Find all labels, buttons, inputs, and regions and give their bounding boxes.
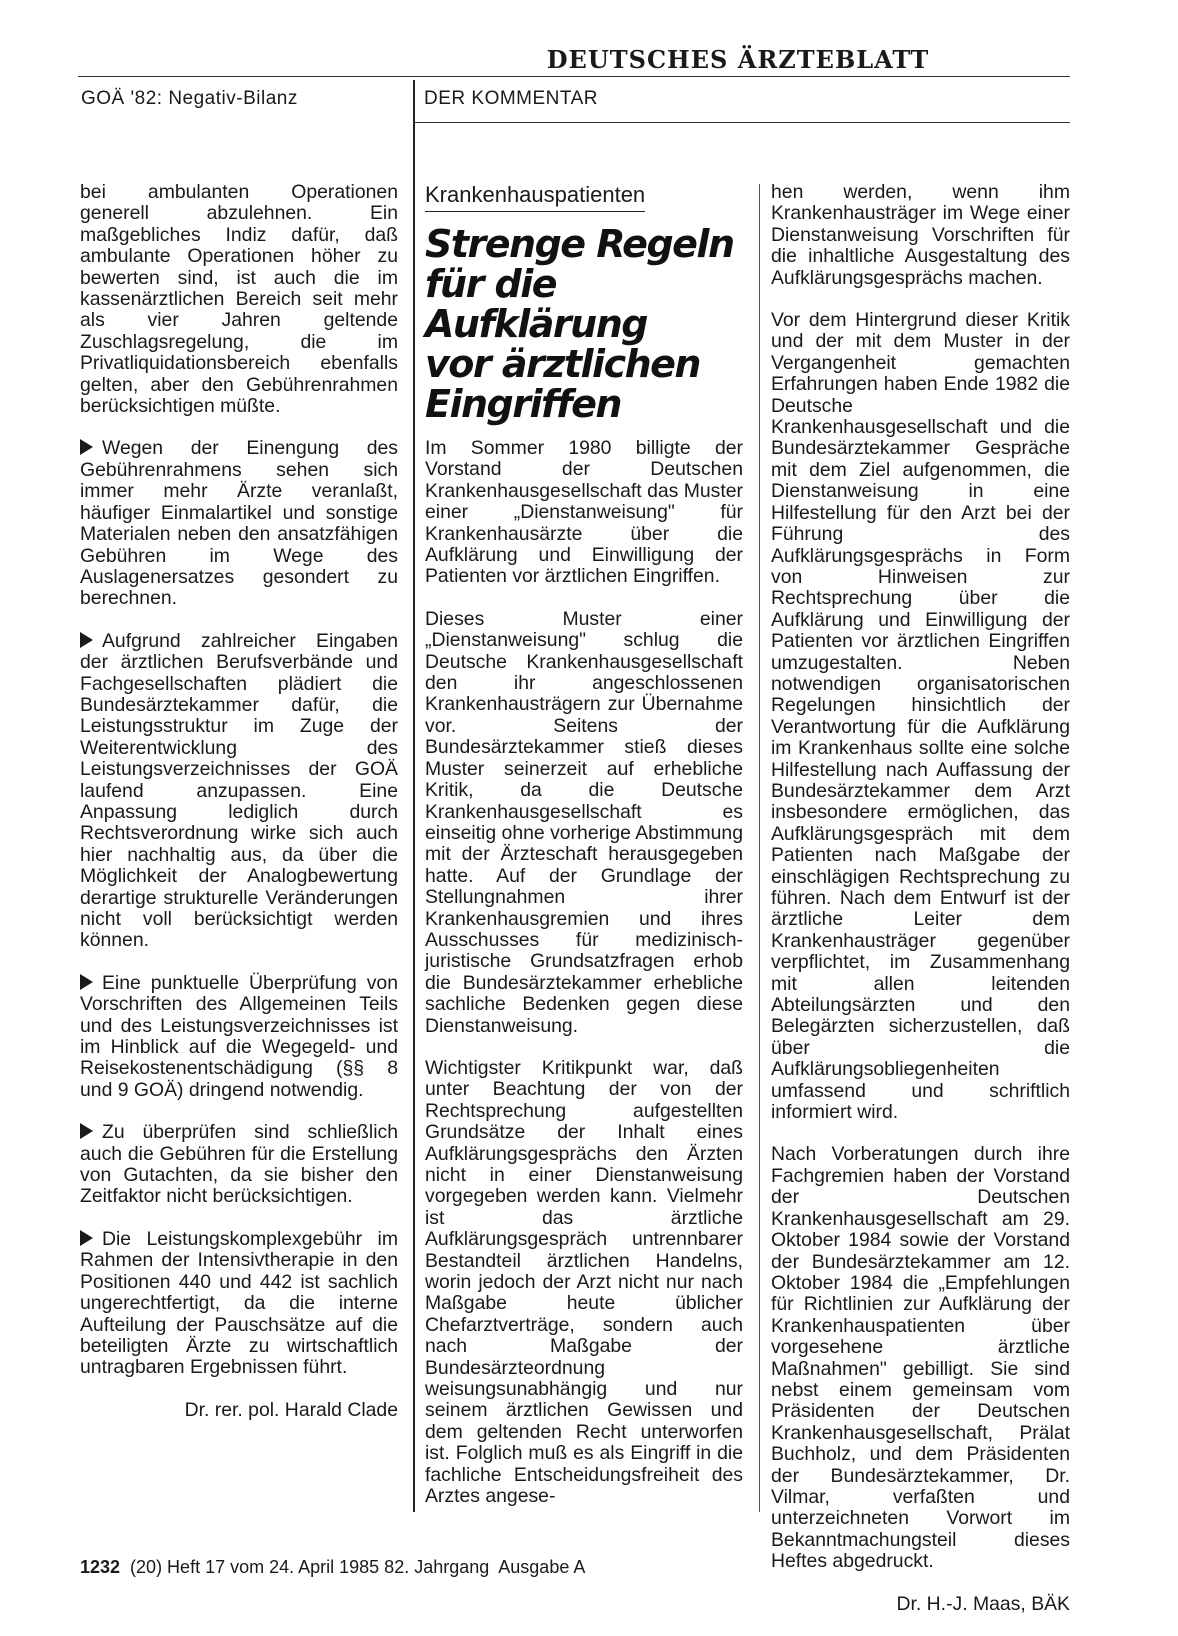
author-signature: Dr. rer. pol. Harald Clade bbox=[184, 1398, 398, 1421]
article-column-2 bbox=[771, 182, 1070, 1636]
triangle-bullet-icon bbox=[80, 1230, 93, 1246]
headline-line: Strenge Regeln bbox=[425, 222, 734, 266]
article-kicker: Krankenhauspatienten bbox=[425, 182, 645, 212]
bullet-paragraph: Zu überprüfen sind schließlich auch die Gebühren für die Erstellung von Gutachten, da sie bisher den Zeitfaktor nicht berücksichtigen. bbox=[80, 1121, 398, 1208]
paragraph: hen werden, wenn ihm Krankenhausträger im Wege einer Dienstanweisung Vorschriften für die inhaltliche Ausgestaltung des Aufklärungsgesprächs machen. bbox=[771, 181, 1070, 289]
bullet-paragraph: Wegen der Einengung des Gebührenrahmens sehen sich immer mehr Ärzte veranlaßt, häufiger Einmalartikel und sonstige Materialen neben den ansatzfähigen Gebühren im Wege des Auslagenersatzes gesondert zu berechnen. bbox=[80, 437, 398, 610]
column-divider-article bbox=[759, 184, 760, 1512]
page-footer bbox=[80, 1557, 585, 1578]
paragraph: Vor dem Hintergrund dieser Kritik und der mit dem Muster in der Vergangenheit gemachten Erfahrungen haben Ende 1982 die Deutsche Krankenhausgesellschaft und die Bundesärztekammer Gespräche mit dem Ziel aufgenommen, die Dienstanweisung in eine Hilfestellung für den Arzt bei der Führung des Aufklärungsgesprächs in Form von Hinweisen zur Rechtsprechung über die Aufklärung und Einwilligung der Patienten vor ärztlichen Eingriffen umzugestalten. Neben notwendigen organisatorischen Regelungen hinsichtlich der Verantwortung für die Aufklärung im Krankenhaus sollte eine solche Hilfestellung nach Auffassung der Bundesärztekammer dem Arzt insbesondere ermöglichen, das Aufklärungsgespräch mit dem Patienten nach Maßgabe der einschlägigen Rechtsprechung zu führen. Nach dem Entwurf ist der ärztliche Leiter dem Krankenhausträger gegenüber verpflichtet, im Zusammenhang mit allen leitenden Abteilungsärzten und den Belegärzten sicherzustellen, daß über die Aufklärungsobliegenheiten umfassend und schriftlich informiert wird. bbox=[771, 309, 1070, 1124]
masthead: DEUTSCHES ÄRZTEBLATT bbox=[546, 45, 930, 74]
bullet-paragraph: Aufgrund zahlreicher Eingaben der ärztlichen Berufsverbände und Fachgesellschaften plädiert die Bundesärztekammer dafür, die Leistungsstruktur im Zuge der Weiterentwicklung des Leistungsverzeichnisses der GOÄ laufend anzupassen. Eine Anpassung lediglich durch Rechtsverordnung wirke sich auch hier nachhaltig aus, da über die Möglichkeit der Analogbewertung derartige strukturelle Veränderungen nicht voll berücksichtigt werden können. bbox=[80, 629, 398, 952]
paragraph: bei ambulanten Operationen generell abzulehnen. Ein maßgebliches Indiz dafür, daß ambulante Operationen höher zu bewerten sind, ist auch die im kassenärztlichen Bereich seit mehr als vier Jahren geltende Zuschlagsregelung, die im Privatliquidationsbereich ebenfalls gelten, aber den Gebührenrahmen berücksichtigen müßte. bbox=[80, 181, 398, 418]
issue-info: (20) Heft 17 vom 24. April 1985 82. Jahrgang Ausgabe A bbox=[120, 1557, 586, 1577]
paragraph: Im Sommer 1980 billigte der Vorstand der Deutschen Krankenhausgesellschaft das Muster einer „Dienstanweisung" für Krankenhausärzte über die Aufklärung und Einwilligung der Patienten vor ärztlichen Eingriffen. bbox=[425, 437, 743, 588]
running-head-left: GOÄ '82: Negativ-Bilanz bbox=[81, 88, 298, 109]
running-head-right: DER KOMMENTAR bbox=[424, 88, 598, 109]
headline-line: Eingriffen bbox=[425, 382, 621, 426]
bullet-paragraph: Eine punktuelle Überprüfung von Vorschriften des Allgemeinen Teils und des Leistungsverzeichnisses ist im Hinblick auf die Wegegeld- und Reisekostenentschädigung (§§ 8 und 9 GOÄ) dringend notwendig. bbox=[80, 971, 398, 1101]
author-signature: Dr. H.-J. Maas, BÄK bbox=[896, 1592, 1070, 1615]
section-rule bbox=[414, 122, 1070, 123]
article-column-1 bbox=[425, 438, 743, 1529]
headline-line: für die bbox=[425, 262, 557, 306]
bullet-paragraph: Die Leistungskomplexgebühr im Rahmen der Intensivtherapie in den Positionen 440 und 442 ist sachlich ungerechtfertigt, da die interne Aufteilung der Pauschsätze auf die beteiligten Ärzte zu wirtschaftlich untragbaren Ergebnissen führt. bbox=[80, 1227, 398, 1379]
paragraph: Dieses Muster einer „Dienstanweisung" schlug die Deutsche Krankenhausgesellschaft den ihr angeschlossenen Krankenhausträgern zur Übernahme vor. Seitens der Bundesärztekammer stieß dieses Muster seinerzeit auf erhebliche Kritik, da die Deutsche Krankenhausgesellschaft es einseitig ohne vorherige Abstimmung mit der Ärzteschaft herausgegeben hatte. Auf der Grundlage der Stellungnahmen ihrer Krankenhausgremien und ihres Ausschusses für medizinisch-juristische Grundsatzfragen erhob die Bundesärztekammer erhebliche sachliche Bedenken gegen diese Dienstanweisung. bbox=[425, 607, 743, 1037]
left-column bbox=[80, 182, 398, 1442]
triangle-bullet-icon bbox=[80, 632, 93, 648]
column-divider-main bbox=[413, 80, 415, 1512]
header-rule bbox=[78, 76, 1070, 77]
triangle-bullet-icon bbox=[80, 439, 93, 455]
triangle-bullet-icon bbox=[80, 974, 93, 990]
headline-line: vor ärztlichen bbox=[425, 342, 700, 386]
article-headline bbox=[425, 224, 745, 424]
page-number: 1232 bbox=[80, 1557, 121, 1577]
headline-line: Aufklärung bbox=[425, 302, 647, 346]
paragraph: Nach Vorberatungen durch ihre Fachgremien haben der Vorstand der Deutschen Krankenhausgesellschaft am 29. Oktober 1984 sowie der Vorstand der Bundesärztekammer am 12. Oktober 1984 die „Empfehlungen für Richtlinien zur Aufklärung der Krankenhauspatienten über vorgesehene ärztliche Maßnahmen" gebilligt. Sie sind nebst einem gemeinsam vom Präsidenten der Deutschen Krankenhausgesellschaft, Prälat Buchholz, und dem Präsidenten der Bundesärztekammer, Dr. Vilmar, verfaßten und unterzeichneten Vorwort im Bekanntmachungsteil dieses Heftes abgedruckt. bbox=[771, 1143, 1070, 1573]
triangle-bullet-icon bbox=[80, 1123, 93, 1139]
paragraph: Wichtigster Kritikpunkt war, daß unter Beachtung der von der Rechtsprechung aufgestellten Grundsätze der Inhalt eines Aufklärungsgesprächs den Ärzten nicht in einer Dienstanweisung vorgegeben werden kann. Vielmehr ist das ärztliche Aufklärungsgespräch untrennbarer Bestandteil ärztlichen Handelns, worin jedoch der Arzt nicht nur nach Maßgabe heute üblicher Chefarztverträge, sondern auch nach Maßgabe der Bundesärzteordnung weisungsunabhängig und nur seinem ärztlichen Gewissen und dem geltenden Recht unterworfen ist. Folglich muß es als Eingriff in die fachliche Entscheidungsfreiheit des Arztes angese- bbox=[425, 1056, 743, 1508]
